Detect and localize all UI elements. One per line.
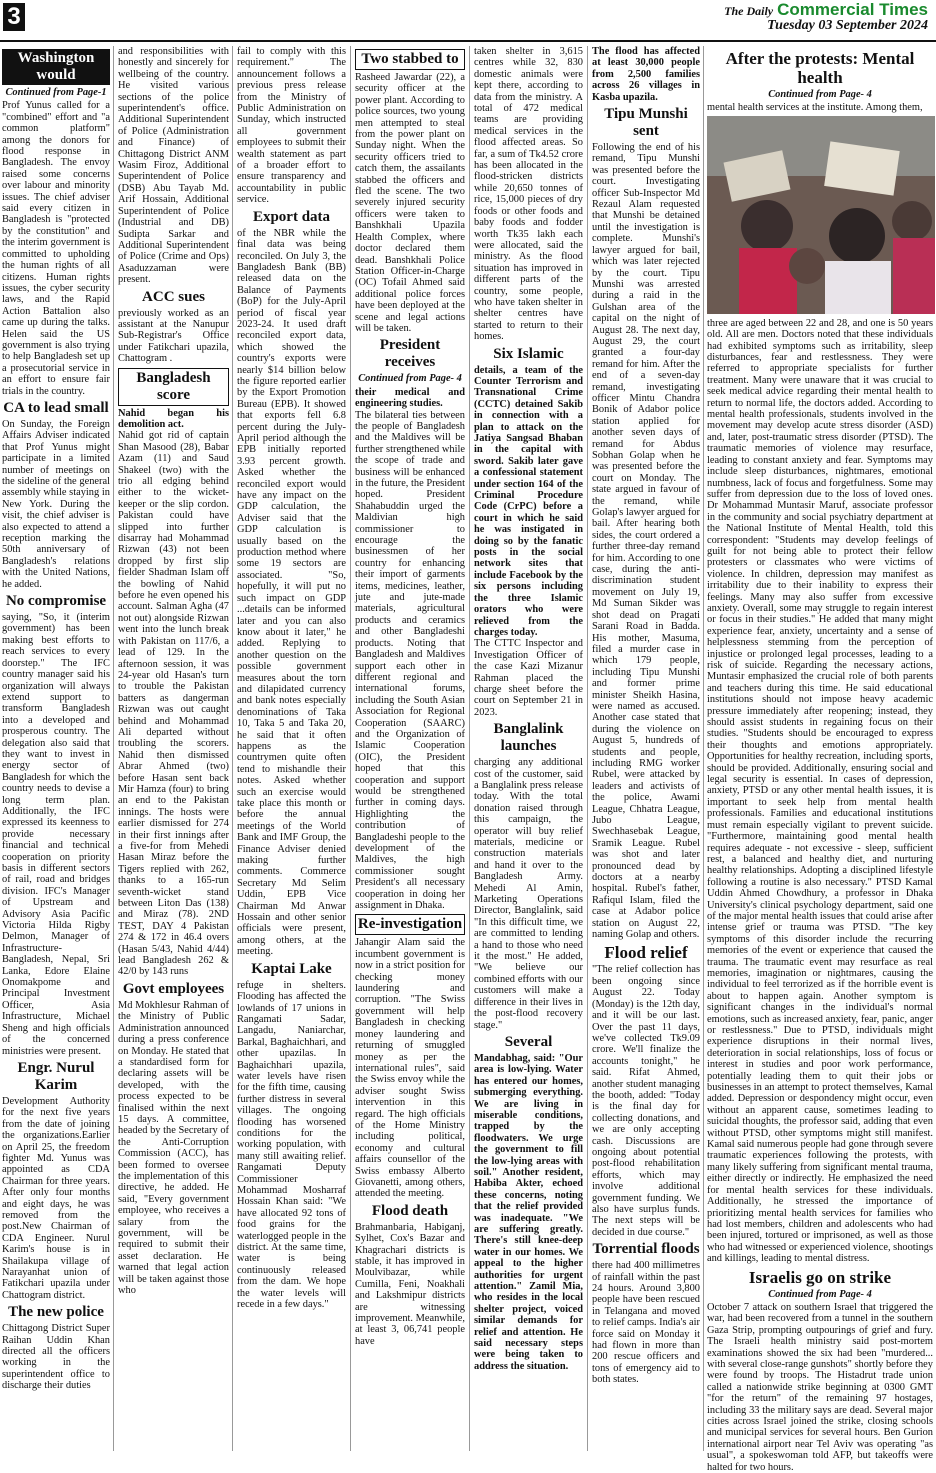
headline: Tipu Munshi sent bbox=[604, 106, 688, 140]
headline: Two stabbed to bbox=[355, 49, 465, 70]
article-text: On Sunday, the Foreign Affairs Adviser indicated that Prof Yunus might participate in a limited number of meetings on the sideline of the general assembly while staying in New York. During the visit, the chief adviser is also expected to attend a reception marking the 50th anniversary of Bangladesh's relations with the United Nations, he added. bbox=[2, 418, 110, 590]
article-text: Mandabhag, said: "Our area is low-lying. Water has entered our homes, submerging everything. We are living in miserable conditions, trapped by the floodwaters. We urge the government to fill the low-lying areas with soil." Another resident, Habiba Akter, echoed these concerns, noting that the relief provided was inadequate. "We are suffering greatly. There's still knee-deep water in our homes. We appeal to the higher authorities for urgent attention." Zamil Mia, who resides in the local shelter project, voiced similar demands for relief and attention. He said necessary steps were being taken to address the situation. bbox=[474, 1052, 583, 1372]
article-text: previously worked as an assistant at the Nanupur Sub-Registrar's Office under Fatikchari upazila, Chattogram . bbox=[118, 307, 229, 365]
page-number: 3 bbox=[3, 3, 25, 31]
article-text: Jahangir Alam said the incumbent government is now in a strict position for checking money laundering and corruption. "The Swiss government will help Bangladesh in checking money laundering and returning of smuggled money as per the international rules", said the Swiss envoy while the adviser sought Swiss intervention in this regard. The high officials of the Home Ministry including political, economy and cultural affairs counsellor of the Swiss embassy Alberto Giovanetti, among others, attended the meeting. bbox=[355, 937, 465, 1200]
protest-photo bbox=[707, 116, 935, 314]
article-text: Development Authority for the next five years from the date of joining the organizations.Earlier on April 25, the freedom fighter Md. Yunus was appointed as CDA Chairman for three years. After only four months and eight days, he was removed from the post.New Chairman of CDA Engineer. Nurul Karim's house is in Shailakupa village of Narayanhat union of Fatikchari upazila under Chattogram district. bbox=[2, 1095, 110, 1301]
column-7 bbox=[707, 46, 933, 1473]
headline: Flood death bbox=[371, 1202, 449, 1219]
headline: Washington would bbox=[2, 49, 110, 85]
column-2 bbox=[118, 46, 229, 1451]
article-text: Brahmanbaria, Habiganj, Sylhet, Cox's Bazar and Khagrachari districts is stable, it has improved in Moulvibazar, while Cumilla, Feni, Noakhali and Lakshmipur districts are witnessing improvement. Meanwhile, at least 3, 06,741 people have bbox=[355, 1221, 465, 1347]
column-4 bbox=[355, 46, 465, 1451]
column-5 bbox=[474, 46, 583, 1451]
masthead bbox=[0, 0, 936, 38]
continued-label: Continued from Page-1 bbox=[5, 87, 107, 98]
article-text: The CTTC Inspector and Investigation Officer of the case Kazi Mizanur Rahman placed the charge sheet before the court on September 21 in 2023. bbox=[474, 638, 583, 718]
brand-name: Commercial Times bbox=[777, 0, 928, 19]
article-text: refuge in shelters. Flooding has affected the lowlands of 17 unions in Rangamati Sadar, Langadu, Naniarchar, Barkal, Baghaichhari, and other upazilas. In Baghaichhari upazila, water levels have risen for the fifth time, causing further distress in several villages. The ongoing flooding has worsened conditions for the working population, with many still awaiting relief. Rangamati Deputy Commissioner Mohammad Mosharraf Hossain Khan said: "We have allocated 92 tons of food grains for the waterlogged people in the district. At the same time, water is being continuously released from the dam. We hope the water levels will recede in a few days." bbox=[237, 979, 346, 1311]
brand bbox=[724, 0, 928, 34]
continued-label: Continued from Page- 4 bbox=[768, 1288, 872, 1300]
article-text: The bilateral ties between the people of Bangladesh and the Maldives will be further strengthened while the scope of trade and business will be enhanced in the future, the President hoped. President Shahabuddin urged the Maldivian high commissioner to encourage the businessmen of her country for enhancing their import of garments items, medicines, leather, jute and jute-made materials, agricultural products and ceramics and other Bangladeshi products. Noting that Bangladesh and Maldives support each other in different regional and international forums, including the South Asian Association for Regional Cooperation (SAARC) and the Organization of Islamic Cooperation (OIC), the President hoped that this cooperation and support would be strengthened further in coming days. Highlighting the contribution of Bangladeshi people to the development of the Maldives, the high commissioner sought President's all necessary cooperation in doing her assignment in Dhaka. bbox=[355, 409, 465, 912]
continued-label: Continued from Page- 4 bbox=[358, 373, 462, 385]
column-divider bbox=[350, 46, 351, 1451]
masthead-rule bbox=[0, 40, 936, 42]
headline: Govt employees bbox=[122, 980, 225, 997]
article-text: Nahid got rid of captain Shan Masood (28), Babar Azam (11) and Saud Shakeel (two) with the trio all edging behind either to the wicket-keeper or the slip cordon. Pakistan could have slipped into further disarray had Mohammad Rizwan (43) not been dropped by first slip fielder Shadman Islam off the bowling of Nahid before he even opened his account. Salman Agha (47 not out) alongside Rizwan went into the lunch break with Pakistan on 117/6, a lead of 129. In the afternoon session, it was 24-year old Hasan's turn to trouble the Pakistan batters as dangerman Rizwan was out caught behind and Mohammad Ali departed without troubling the scorers. Nahid then dismissed Abrar Ahmed (two) before Hasan sent back Mir Hamza (four) to bring an end to the Pakistan innings. The hosts were earlier dismissed for 274 in their first innings after a five-for from Mehedi Hasan Miraz before the Tigers replied with 262, thanks to a 165-run seventh-wicket stand between Liton Das (138) and Miraz (78). 2ND TEST, DAY 4 Pakistan 274 & 172 in 46.4 overs (Hasan 5/43, Nahid 4/44) lead Bangladesh 262 & 42/0 by 143 runs bbox=[118, 430, 229, 978]
article-text: and responsibilities with honestly and sincerely for wellbeing of the country. He visited various sections of the police superintendent's office. Additional Superintendent of Police (Administration and Finance) of Chittagong District ANM Wasim Firoz, Additional Superintendent of Police (DSB) Abu Tayab Md. Arif Hossain, Additional Superintendent of Police (Industrial and DB) Sudipta Sarkar and Additional Superintendent of Police (Crime and Ops) Asaduzzaman were present. bbox=[118, 46, 229, 286]
article-text: mental health services at the institute. Among them, bbox=[707, 102, 923, 114]
article-lead: their medical and engineering studies. bbox=[355, 386, 465, 410]
headline: Israelis go on strike bbox=[748, 1267, 892, 1287]
headline: Bangladesh score bbox=[118, 368, 229, 406]
article-text: of the NBR while the final data was being reconciled. On July 3, the Bangladesh Bank (BB) released data on the Balance of Payments (BoP) for the July-April period of fiscal year 2023-24. It used draft reconciled export data, which showed the country's exports were nearly $14 billion below the figure reported earlier by the Export Promotion Bureau (EPB). It showed that exports fell 6.8 percent during the July-April period although the EPB initially reported 3.93 percent growth. Asked whether the reconciled export would have any impact on the GDP calculation, the Adviser said that the GDP calculation is usually based on the production method where some 19 sectors are associated. "So, hopefully, it will put no such impact on GDP ...details can be informed later and you can also know about it later," he added. Replying to another question on the possible government measures about the torn and dilapidated currency and bank notes especially denominations of Taka 10, Taka 5 and Taka 20, he said that it often happens as the countrymen quite often tend to mishandle their notes. Asked whether such an exercise would take place this month or before the annual meetings of the World Bank and IMF Group, the Finance Adviser denied making further comments. Commerce Secretary Md Selim Uddin, EPB Vice Chairman Md Anwar Hossain and other senior officials were present, among others, at the meeting. bbox=[237, 227, 346, 958]
headline: Several bbox=[504, 1033, 553, 1050]
article-lead: The flood has affected at least 30,000 people from 2,500 families across 26 villages in Kasba upazila. bbox=[592, 46, 700, 103]
headline: ACC sues bbox=[142, 288, 205, 305]
article-text: "The relief collection has been ongoing since August 22. Today (Monday) is the 12th day, and it will be our last. Over the past 11 days, we've collected Tk9.09 crore. We'll finalize the accounts tonight," he said. Rifat Ahmed, another student managing the booth, added: "Today is the final day for collecting donations, and we are only accepting cash. Discussions are ongoing about potential post-flood rehabilitation efforts, which may involve additional government funding. We also have surplus funds. The next steps will be decided in due course." bbox=[592, 964, 700, 1238]
article-text: Following the end of his remand, Tipu Munshi was presented before the court. Investigating officer Sub-Inspector Md Rezaul Alam requested that Munshi be detained until the investigation is complete. Munshi's lawyer argued for bail, which was later rejected by the court. Tipu Munshi was arrested during a raid in the Gulshan area of the capital on the night of August 28. The next day, August 29, the court granted a four-day remand for him. After the end of a seven-day remand, investigating officer Mintu Chandra Bonik of Adabor police station applied for another seven days of remand for Abdus Sobhan Golap when he was presented before the court on Monday. The state argued in favour of the remand, while Golap's lawyer argued for bail. After hearing both sides, the court ordered a further three-day remand for him. According to one case, during the anti-discrimination student movement on July 19, Md Suman Sikder was shot dead on Pragati Sarani Road in Badda. His mother, Masuma, filed a murder case in which 179 people, including Tipu Munshi and former prime minister Sheikh Hasina, were named as accused. Another case stated that during the violence on August 5, hundreds of students and people, including RMG worker Rubel, were attacked by leaders and activists of the police, Awami League, Chhatra League, Jubo League, Swechhasebak League, Sramik League. Rubel was shot and later pronounced dead by doctors at a nearby hospital. Rubel's father, Rafiqul Islam, filed the case at Adabor police station on August 22, naming Golap and others. bbox=[592, 142, 700, 941]
article-lead: Nahid began his demolition act. bbox=[118, 407, 229, 430]
headline: Torrential floods bbox=[592, 1241, 700, 1258]
headline: Export data bbox=[252, 208, 331, 225]
article-text: fail to comply with this requirement." The announcement follows a previous press release from the Ministry of Public Administration on Sunday, which instructed all government employees to submit their wealth statement as part of a broader effort to ensure transparency and accountability in public service. bbox=[237, 46, 346, 206]
article-text: Chittagong District Super Raihan Uddin Khan directed all the officers working in the superintendent office to discharge their duties bbox=[2, 1323, 110, 1392]
article-text: there had 400 millimetres of rainfall within the past 24 hours. Around 3,800 people have been rescued in Telangana and moved to relief camps. India's air force said on Monday it had flown in more than 200 rescue officers and tons of emergency aid to both states. bbox=[592, 1260, 700, 1386]
article-lead: details, a team of the Counter Terrorism and Transnational Crime (CCTC) detained Sakib in connection with a plan to attack on the Jatiya Sangsad Bhaban in the capital with sword. Sakib later gave a confessional statement under section 164 of the Criminal Procedure Code (CrPC) before a court in which he said he was instigated in doing so by the fanatic posts in the social network sites that include Facebook by the six persons including the three Islamic orators who were relieved from the charges today. bbox=[474, 364, 583, 638]
column-divider bbox=[113, 46, 114, 1451]
column-6 bbox=[592, 46, 700, 1451]
article-text: three are aged between 22 and 28, and one is 50 years old. All are men. Doctors noted that these individuals had exhibited symptoms such as irritability, sleep disturbances, fear and restlessness. They were referred to appropriate specialists for further treatment. Many were unaware that it was crucial to seek medical advice regarding their mental health to return to normal life, the doctors added. According to mental health professionals, students involved in the movement may develop acute stress disorder (ASD) and, later, post-traumatic stress disorder (PTSD). The traumatic memories of violence may resurface, leading to constant anxiety and fear. Symptoms may include sleep disturbances, nightmares, emotional numbness, lack of focus and forgetfulness. Some may suffer from depression due to the loss of loved ones. Dr Mohammad Muntasir Maruf, associate professor in the community and social psychiatry department at the National Institute of Mental Health, told this correspondent: "Students may develop feelings of guilt for not being able to protect their fellow protesters or classmates who were victims of violence. In children, depression may manifest as irritability due to their inability to express their feelings. Many may also suffer from excessive anxiety. Overall, some may struggle to regain interest or focus in their studies." He added that many might experience fear, anxiety, uncertainty and a sense of helplessness stemming from the perception of injustice or prolonged legal processes, leading to a risk of suicide. Regarding the necessary actions, Muntasir emphasized the crucial role of both parents and teachers during this time. He said educational institutions should not impose heavy academic pressure immediately after reopening; instead, they should assist students in regaining focus on their studies. "Students should be encouraged to express their thoughts and emotions appropriately. Opportunities for healthy recreation, including sports, should be provided. Additionally, ensuring social and legal security is essential. In cases of depression, anxiety, PTSD or any other mental health issues, it is important to seek help from mental health professionals. Families and educational institutions must remain especially vigilant to prevent suicide. "Furthermore, maintaining good mental health requires adequate - not excessive - sleep, sufficient rest, a balanced and healthy diet, and nurturing healthy relationships. Adopting a disciplined lifestyle following a routine is also necessary." PTSD Kamal Uddin Ahmed Chowdhury, a professor in Dhaka University's clinical psychology department, said one of the major mental health issues that could arise after intense grief or trauma was PTSD. "The key symptoms of this disorder include the recurring memories of the event or experience that caused the trauma. The traumatic event may resurface as real memories, imagination or nightmares, causing the individual to feel terrorized as if the horrible event is about to happen again. Another symptom is significant changes in the individual's normal emotions, such as increased anxiety, fear, panic, anger or restlessness." Due to PTSD, individuals might experience disruptions in their normal lives, deterioration in social relationships, loss of focus or interest in studies and poor work performance, potentially leading them to quit their jobs or businesses in an attempt to protect themselves, Kamal added. Depression or despondency might occur, even without an apparent cause, sometimes leading to suicidal thoughts, the professor said, adding that even without PTSD, other symptoms might still manifest. Kamal said numerous people had gone through severe traumatic experiences following the protests, with many likely suffering from significant mental trauma, either directly or indirectly. He emphasized the need for mental health services for these individuals. Additionally, he stressed the importance of prioritizing mental health services for families who had lost members, children and adolescents who had been injured, tortured or imprisoned, as well as those who had witnessed or experienced violence, shootings and killings, leading to mental distress. bbox=[707, 317, 933, 1265]
article-text: taken shelter in 3,615 centres while 32, 830 domestic animals were kept there, according to data from the ministry. A total of 472 medical teams are providing medical services in the flood affected areas. So far, a sum of Tk4.52 crore has been allocated in the flood-stricken districts while 20,650 tonnes of rice, 15,000 pieces of dry foods or other foods and baby foods and fodder worth Tk35 lakh each were allocated, said the ministry. As the flood situation has improved in different parts of the country, some people, who have taken shelter in shelter centres have started to return to their homes. bbox=[474, 46, 583, 343]
continued-label: Continued from Page- 4 bbox=[768, 89, 872, 100]
headline: Banglalink launches bbox=[493, 721, 564, 755]
brand-the: The Daily bbox=[724, 4, 774, 18]
column-divider bbox=[587, 46, 588, 1451]
article-text: charging any additional cost of the customer, said a Banglalink press release today. With the total donation raised through this campaign, the operator will buy relief materials, medicine or construction materials and hand it over to the Bangladesh Army. Mehedi Al Amin, Marketing Operations Director, Banglalink, said "In this difficult time, we are committed to lending a hand to those who need it the most." He added, "We believe our combined efforts with our customers will make a difference in their lives in the post-flood recovery stage." bbox=[474, 757, 583, 1031]
column-divider bbox=[232, 46, 233, 1451]
issue-date: Tuesday 03 September 2024 bbox=[767, 18, 928, 33]
headline: Engr. Nurul Karim bbox=[17, 1059, 95, 1093]
headline: Kaptai Lake bbox=[251, 960, 332, 977]
headline: The new police bbox=[8, 1304, 104, 1321]
headline: No compromise bbox=[5, 593, 107, 610]
column-3 bbox=[237, 46, 346, 1451]
article-text: Rasheed Jawardar (22), a security officer at the power plant. According to police sources, two young men attempted to steal from the power plant on Sunday night. When the security officers tried to catch them, the assailants stabbed the officers and fled the scene. The two severely injured security officers were taken to Banshkhali Upazila Health Complex, where doctor declared them dead. Banshkhali Police Station Officer-in-Charge (OC) Tofail Ahmed said additional police forces have been deployed at the scene and legal actions will be taken. bbox=[355, 72, 465, 334]
article-text: Md Mokhlesur Rahman of the Ministry of Public Administration announced during a press conference on Monday. He stated that a standardised form for declaring assets will be developed, with the process expected to be finalised within the next 15 days. A committee, headed by the Secretary of the Anti-Corruption Commission (ACC), has been formed to oversee the implementation of this directive, he added. He said, "Every government employee, who receives a salary from the government, will be required to submit their asset declaration. He warned that legal action will be taken against those who bbox=[118, 999, 229, 1297]
headline: Flood relief bbox=[604, 943, 688, 963]
headline: Six Islamic bbox=[493, 345, 564, 362]
article-text: Prof Yunus called for a "combined" effort and "a common platform" among the donors for flood response in Bangladesh. The envoy raised some concerns over labour and minority issues. The chief adviser said every citizen in Bangladesh is "protected by the constitution" and the interim government is committed to upholding the human rights of all citizens. Human rights issues, the cyber security laws, and the Rapid Action Battalion also came up during the talks. Helen said the US government is also trying to help Bangladesh set up a prosecutorial service in an effort to ensure fair trials in the country. bbox=[2, 100, 110, 397]
headline: President receives bbox=[379, 337, 441, 371]
column-divider bbox=[703, 46, 704, 1451]
column-divider bbox=[469, 46, 470, 1451]
column-1 bbox=[2, 46, 110, 1451]
article-text: October 7 attack on southern Israel that triggered the war, had been recovered from a tunnel in the southern Gaza Strip, prompting outpourings of grief and fury. The Israeli health ministry said post-mortem examinations showed the six had been "murdered... with several close-range gunshots" shortly before they were found by troops. The Histadrut trade union called a nationwide strike beginning at 0300 GMT "for the return" of the remaining 97 hostages, including 33 the military says are dead. Several major cities across Israel joined the strike, closing schools and municipal services for several hours. Ben Gurion international airport near Tel Aviv was operating "as usual", a spokeswoman told AFP, but takeoffs were halted for two hours. bbox=[707, 1301, 933, 1473]
headline: After the protests: Mental health bbox=[725, 49, 915, 87]
headline: Re-investigation bbox=[355, 914, 465, 935]
article-text: saying, "So, it (interim government) has been making best efforts to reach services to every doorstep." The IFC country manager said his organization will always extend support to transform Bangladesh into a developed and prosperous country. The delegation also said that they want to invest in energy sector of Bangladesh for which the country needs to devise a long term plan. Additionally, the IFC expressed its keenness to provide necessary financial and technical cooperation on priority basis in different sectors of rail, road and bridges division. IFC's Manager of Upstream and Advisory Asia Pacific Victoria Hilda Rigby Delmon, Manager of Infrastructure-Bangladesh, Nepal, Sri Lanka, Edore Elaine Onomakpome and Principal Investment Officer, Asia Infrastructure, Michael Sheng and high officials of the concerned ministries were present. bbox=[2, 612, 110, 1057]
headline: CA to lead small bbox=[3, 399, 109, 416]
